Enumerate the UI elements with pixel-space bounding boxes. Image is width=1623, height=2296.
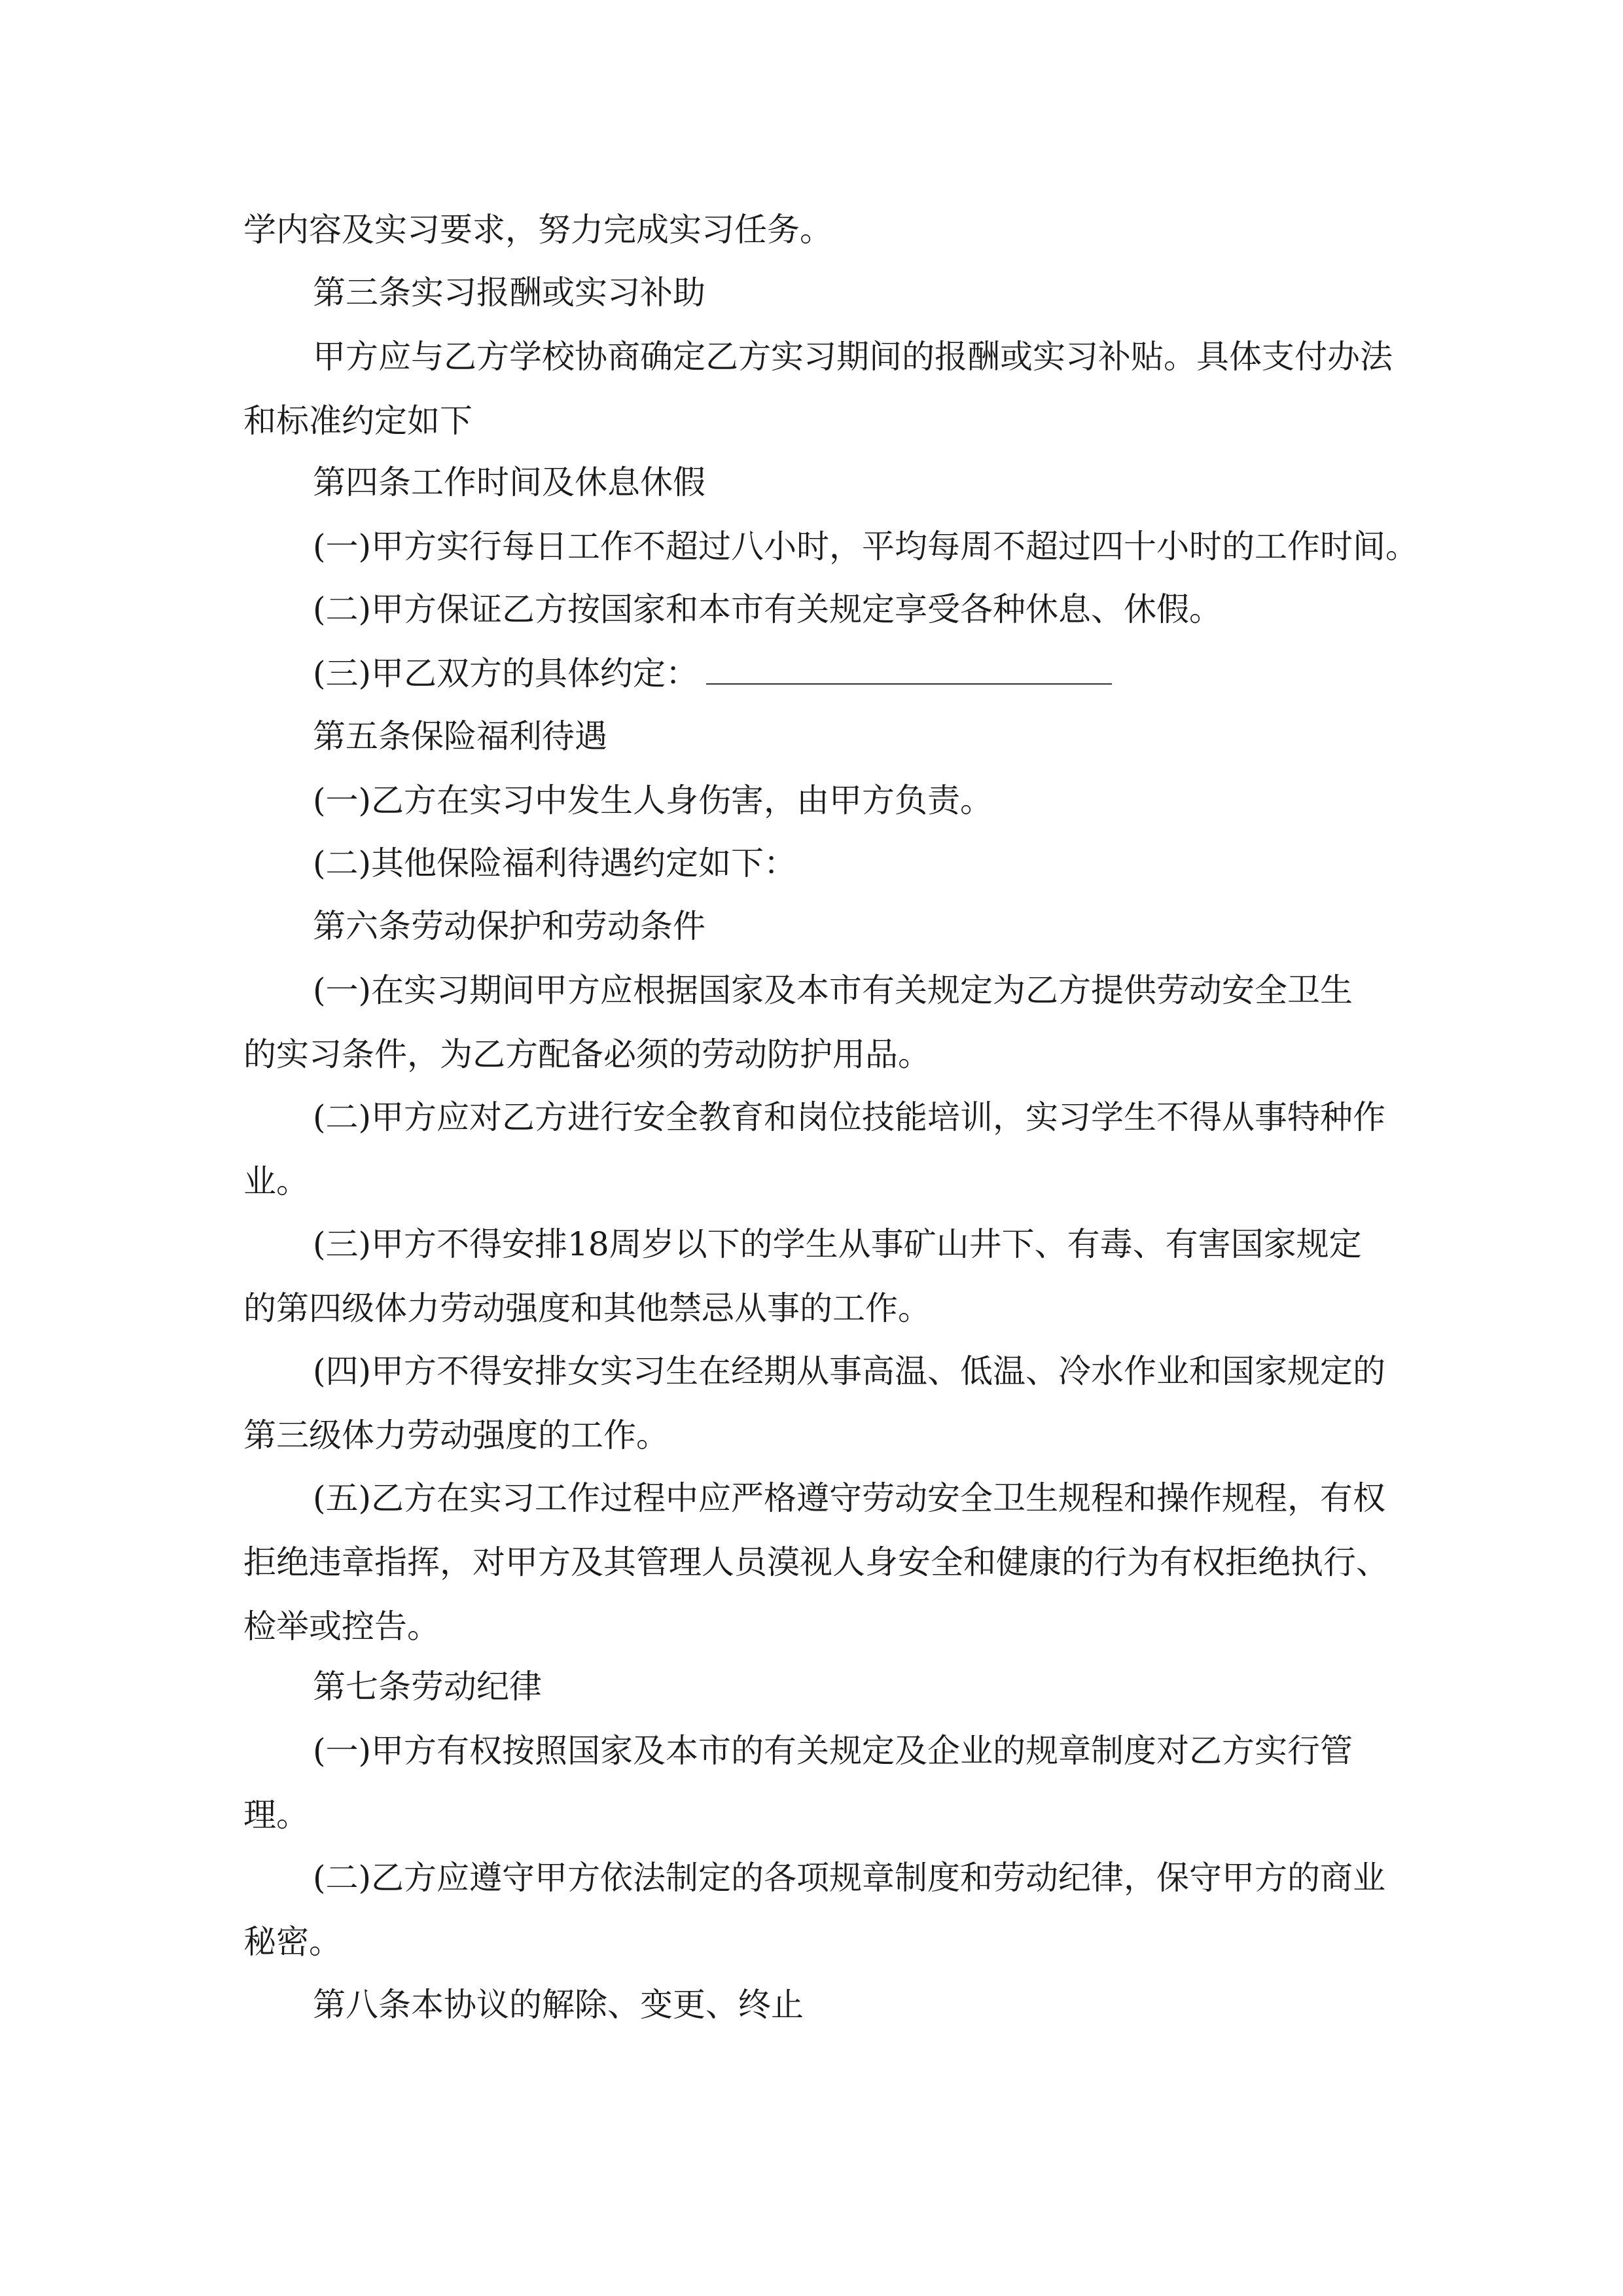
clause-6-heading xyxy=(313,894,705,958)
text-line: 第三级体力劳动强度的工作。 xyxy=(243,1416,669,1454)
text-line: 第八条本协议的解除、变更、终止 xyxy=(313,1986,804,2024)
clause-6-item-4 xyxy=(243,1339,1385,1467)
text-line: 第六条劳动保护和劳动条件 xyxy=(313,907,705,945)
text-line: (一)在实习期间甲方应根据国家及本市有关规定为乙方提供劳动安全卫生 xyxy=(313,971,1353,1009)
text-line: (二)甲方保证乙方按国家和本市有关规定享受各种休息、休假。 xyxy=(313,590,1222,628)
text-line: 的第四级体力劳动强度和其他禁忌从事的工作。 xyxy=(243,1289,931,1327)
clause-7-heading xyxy=(313,1655,542,1719)
clause-3-heading xyxy=(313,260,705,325)
clause-3-body xyxy=(243,325,1393,453)
text-line: 甲方应与乙方学校协商确定乙方实习期间的报酬或实习补贴。具体支付办法 xyxy=(313,338,1393,376)
clause-7-item-2 xyxy=(243,1846,1385,1974)
text-line: (三)甲乙双方的具体约定： xyxy=(313,655,699,692)
text-line: 第七条劳动纪律 xyxy=(313,1668,542,1706)
text-line: (一)甲方有权按照国家及本市的有关规定及企业的规章制度对乙方实行管 xyxy=(313,1732,1353,1770)
text-line: 拒绝违章指挥，对甲方及其管理人员漠视人身安全和健康的行为有权拒绝执行、 xyxy=(243,1543,1389,1581)
text-line: (四)甲方不得安排女实习生在经期从事高温、低温、冷水作业和国家规定的 xyxy=(313,1352,1386,1390)
text-line: (二)其他保险福利待遇约定如下： xyxy=(313,844,797,882)
text-line: 的实习条件，为乙方配备必须的劳动防护用品。 xyxy=(243,1035,931,1073)
text-line: (一)甲方实行每日工作不超过八小时，平均每周不超过四十小时的工作时间。 xyxy=(313,528,1419,565)
text-line: (二)乙方应遵守甲方依法制定的各项规章制度和劳动纪律，保守甲方的商业 xyxy=(313,1859,1386,1897)
clause-6-item-2 xyxy=(243,1085,1385,1213)
text-line: 第三条实习报酬或实习补助 xyxy=(313,274,705,312)
clause-2-continuation xyxy=(243,198,832,262)
text-line: (三)甲方不得安排18周岁以下的学生从事矿山井下、有毒、有害国家规定 xyxy=(313,1225,1362,1263)
clause-4-item-3 xyxy=(313,641,1112,706)
text-line: 检举或控告。 xyxy=(243,1607,440,1645)
fill-in-blank-line xyxy=(706,647,1112,685)
text-line: (一)乙方在实习中发生人身伤害，由甲方负责。 xyxy=(313,781,993,819)
clause-4-heading xyxy=(313,450,705,514)
clause-5-item-2 xyxy=(313,831,796,895)
text-line: (五)乙方在实习工作过程中应严格遵守劳动安全卫生规程和操作规程，有权 xyxy=(313,1479,1386,1517)
text-line: 秘密。 xyxy=(243,1923,342,1961)
clause-6-item-1 xyxy=(243,958,1353,1086)
text-line: 第五条保险福利待遇 xyxy=(313,717,607,755)
text-line: 第四条工作时间及休息休假 xyxy=(313,463,705,501)
clause-5-item-1 xyxy=(313,768,993,833)
text-line: 和标准约定如下 xyxy=(243,402,473,440)
clause-8-heading xyxy=(313,1973,804,2037)
clause-6-item-3 xyxy=(243,1212,1362,1340)
clause-7-item-1 xyxy=(243,1719,1353,1847)
clause-4-item-1 xyxy=(313,514,1418,579)
text-line: 学内容及实习要求，努力完成实习任务。 xyxy=(243,211,832,249)
text-line: 理。 xyxy=(243,1796,309,1834)
clause-6-item-5 xyxy=(243,1466,1389,1659)
text-line: 业。 xyxy=(243,1162,309,1200)
text-line: (二)甲方应对乙方进行安全教育和岗位技能培训，实习学生不得从事特种作 xyxy=(313,1098,1386,1136)
clause-5-heading xyxy=(313,704,607,768)
clause-4-item-2 xyxy=(313,577,1222,641)
